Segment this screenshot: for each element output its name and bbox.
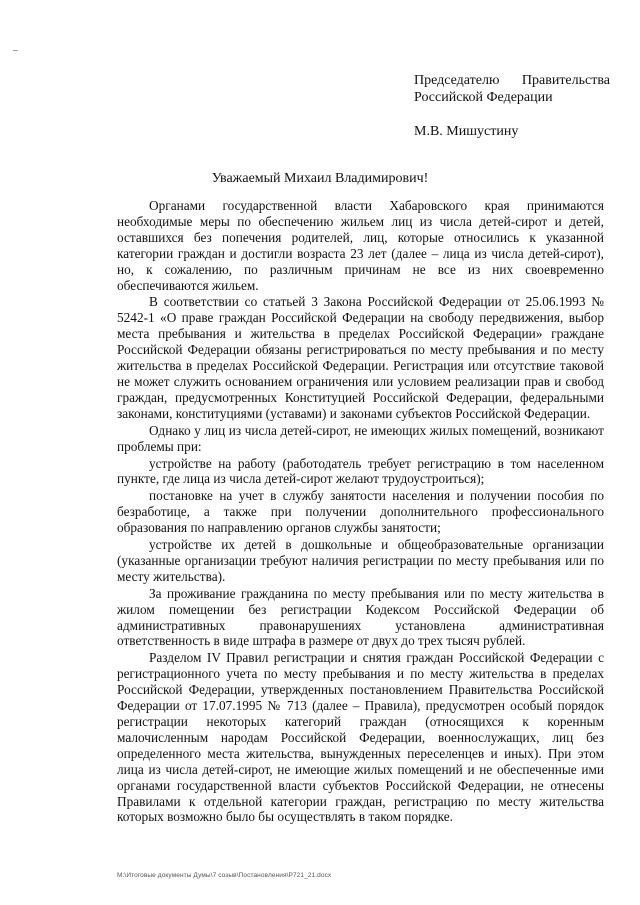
file-path-footer: M:\Итоговые документы Думы\7 созыв\Постановления\P721_21.docx [117,872,332,879]
addressee-title-word2: Правительства [521,73,610,88]
problem-item-employment-service: постановке на учет в службу занятости населения и получении пособия по безработице, а также при получении дополнительного профессионального образования по направлению органов службы занятости; [117,488,604,536]
addressee-title-word1: Председателю [414,73,500,88]
paragraph-law-reference: В соответствии со статьей 3 Закона Российской Федерации от 25.06.1993 № 5242-1 «О праве граждан Российской Федерации на свободу передвижения, выбор места пребывания и жительства в пределах Российской Федерации» граждане Российской Федерации обязаны регистрироваться по месту пребывания и по месту жительства в пределах Российской Федерации. Регистрация или отсутствие таковой не может служить основанием ограничения или условием реализации прав и свобод граждан, предусмотренных Конституцией Российской Федерации, федеральными законами, конституциями (уставами) и законами субъектов Российской Федерации. [117,294,604,421]
paragraph-penalty: За проживание гражданина по месту пребывания или по месту жительства в жилом помещении без регистрации Кодексом Российской Федерации об административных правонарушениях установлена административная ответственность в виде штрафа в размере от двух до трех тысяч рублей. [117,585,604,649]
problem-item-children-schooling: устройстве их детей в дошкольные и общеобразовательные организации (указанные организации требуют наличия регистрации по месту пребывания или по месту жительства). [117,537,604,584]
letter-body [117,198,604,825]
paragraph-intro: Органами государственной власти Хабаровского края принимаются необходимые меры по обеспечению жильем лиц из числа детей-сирот и детей, оставшихся без попечения родителей, лиц, которые относились к указанной категории граждан и достигли возраста 23 лет (далее – лица из числа детей-сирот), но, к сожалению, по различным причинам не все из них своевременно обеспечиваются жильем. [117,198,604,293]
problem-item-employment: устройстве на работу (работодатель требует регистрацию в том населенном пункте, где лица из числа детей-сирот желают трудоустроиться); [117,455,604,487]
addressee-name: М.В. Мишустину [414,124,519,139]
scan-mark [13,50,18,51]
salutation: Уважаемый Михаил Владимирович! [211,171,429,186]
addressee-title-line2: Российской Федерации [414,90,553,105]
paragraph-registration-rules: Разделом IV Правил регистрации и снятия граждан Российской Федерации с регистрационного учета по месту пребывания и по месту жительства в пределах Российской Федерации, утвержденных постановлением Правительства Российской Федерации от 17.07.1995 № 713 (далее – Правила), предусмотрен особый порядок регистрации некоторых категорий граждан (относящихся к коренным малочисленным народам Российской Федерации, военнослужащих, лиц без определенного места жительства, вынужденных переселенцев и иных). При этом лица из числа детей-сирот, не имеющие жилых помещений и не обеспеченные ими органами государственной власти субъектов Российской Федерации, не отнесены Правилами к отдельной категории граждан, регистрацию по месту жительства которых возможно было бы осуществлять в таком порядке. [117,650,604,825]
addressee-block [414,72,610,140]
paragraph-problems-lead: Однако у лиц из числа детей-сирот, не имеющих жилых помещений, возникают проблемы при: [117,422,604,454]
addressee-title-line1 [414,72,610,89]
